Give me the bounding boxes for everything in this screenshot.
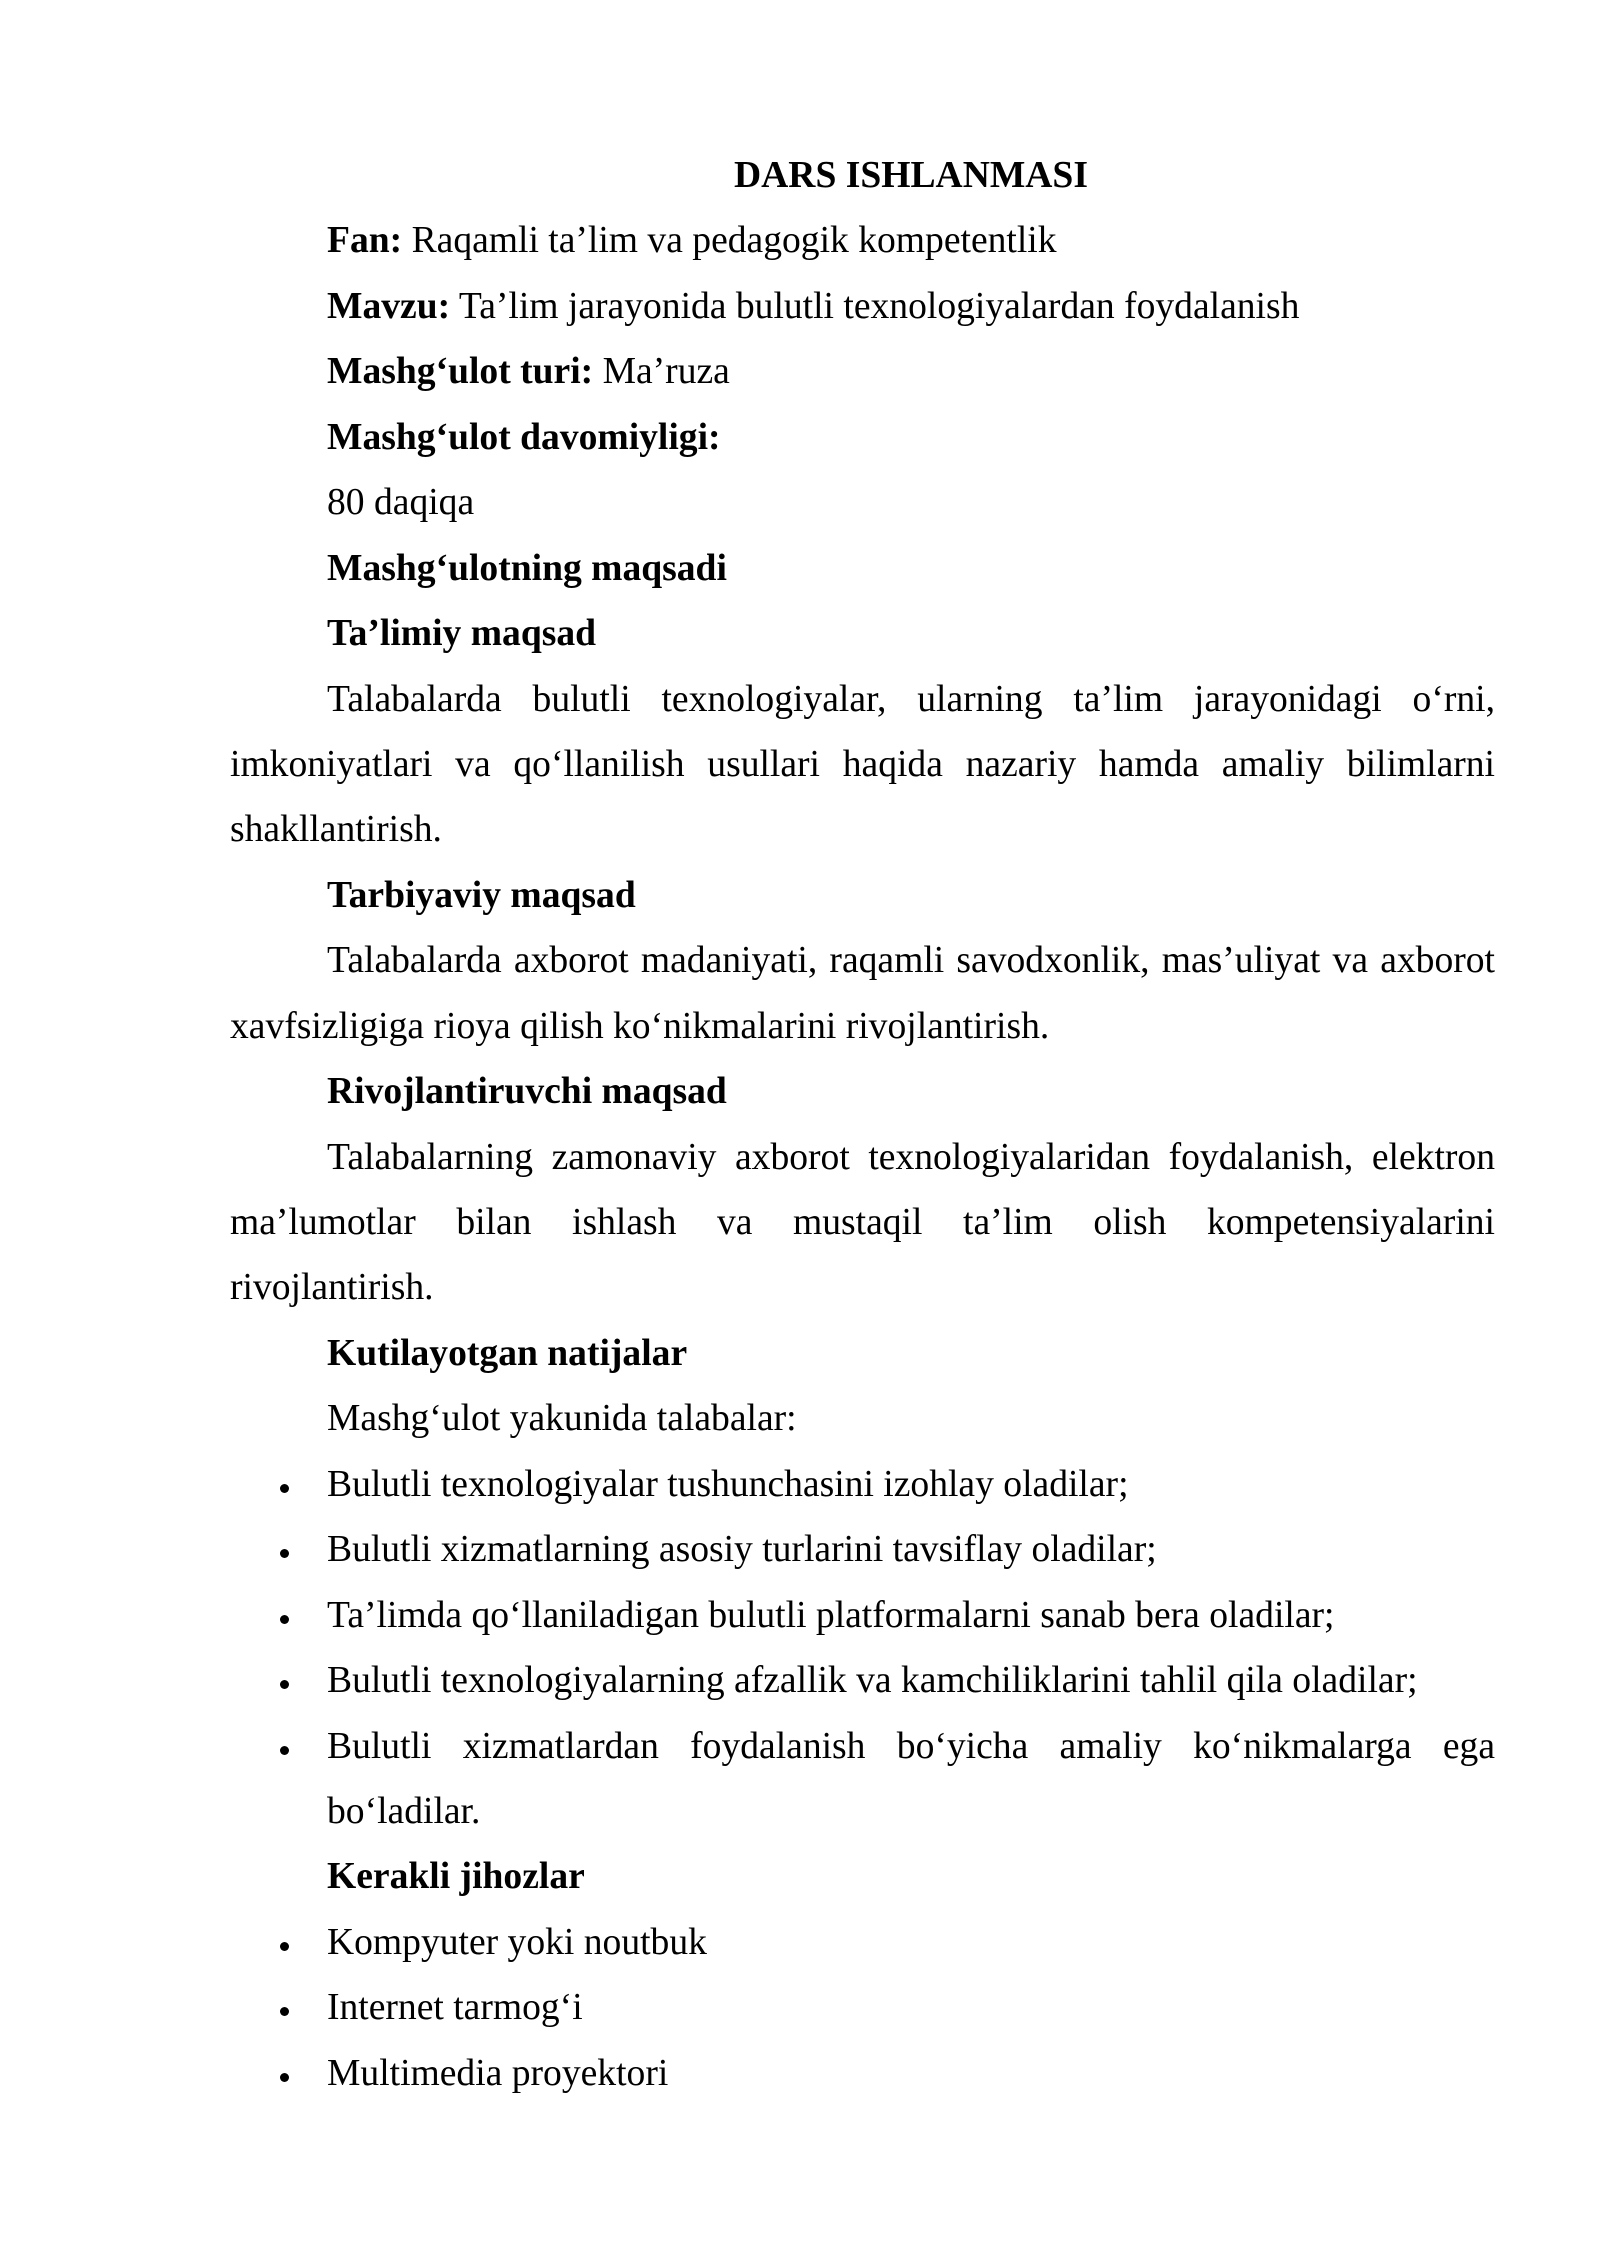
bullet-icon [280, 1746, 289, 1755]
paragraph-line: rivojlantirish. [230, 1267, 434, 1309]
bullet-icon [280, 1680, 289, 1689]
list-item-text: Bulutli xizmatlardan foydalanish bo‘yicha amaliy ko‘nikmalarga ega [327, 1725, 1495, 1767]
duration-value: 80 daqiqa [327, 482, 475, 524]
paragraph-line: xavfsizligiga rioya qilish ko‘nikmalarini rivojlantirish. [230, 1005, 1050, 1047]
list-item [230, 1583, 1495, 1648]
duration-label: Mashg‘ulot davomiyligi: [327, 416, 721, 458]
topic-value: Ta’lim jarayonida bulutli texnologiyalardan foydalanish [458, 285, 1300, 327]
list-item-text: Ta’limda qo‘llaniladigan bulutli platformalarni sanab bera oladilar; [327, 1594, 1335, 1636]
bullet-icon [280, 1484, 289, 1493]
paragraph-line: shakllantirish. [230, 809, 442, 851]
list-item [230, 1975, 1495, 2040]
list-item [230, 2041, 1495, 2106]
developmental-goal-text [230, 1125, 1495, 1321]
list-item [230, 1714, 1495, 1779]
session-type-line [230, 339, 1495, 404]
list-item [230, 1648, 1495, 1713]
upbringing-goal-text [230, 928, 1495, 1059]
list-item [230, 1517, 1495, 1582]
list-item [230, 1452, 1495, 1517]
paragraph-line: Talabalarda bulutli texnologiyalar, ularning ta’lim jarayonidagi o‘rni, [327, 678, 1495, 720]
paragraph-line: imkoniyatlari va qo‘llanilish usullari haqida nazariy hamda amaliy bilimlarni [230, 743, 1495, 785]
bullet-icon [280, 2007, 289, 2016]
paragraph-line: ma’lumotlar bilan ishlash va mustaqil ta’lim olish kompetensiyalarini [230, 1202, 1495, 1243]
goals-heading: Mashg‘ulotning maqsadi [327, 547, 727, 589]
document-title: DARS ISHLANMASI [734, 155, 1088, 196]
equipment-list [230, 1910, 1495, 2106]
list-item-text: Bulutli texnologiyalarning afzallik va kamchiliklarini tahlil qila oladilar; [327, 1660, 1418, 1702]
list-item-text: Bulutli xizmatlarning asosiy turlarini tavsiflay oladilar; [327, 1529, 1157, 1571]
developmental-goal-heading: Rivojlantiruvchi maqsad [327, 1071, 727, 1113]
subject-value: Raqamli ta’lim va pedagogik kompetentlik [411, 220, 1057, 262]
list-item-text: Bulutli texnologiyalar tushunchasini izohlay oladilar; [327, 1463, 1129, 1505]
session-type-label: Mashg‘ulot turi: [327, 351, 594, 393]
expected-results-intro: Mashg‘ulot yakunida talabalar: [327, 1398, 797, 1440]
subject-label: Fan: [327, 220, 403, 262]
list-item-text: Internet tarmog‘i [327, 1987, 583, 2029]
educational-goal-heading: Ta’limiy maqsad [327, 613, 597, 655]
upbringing-goal-heading: Tarbiyaviy maqsad [327, 874, 636, 916]
bullet-icon [280, 1942, 289, 1951]
list-item-continuation: bo‘ladilar. [327, 1790, 481, 1832]
list-item [230, 1910, 1495, 1975]
expected-results-heading: Kutilayotgan natijalar [327, 1332, 688, 1374]
expected-results-list [230, 1452, 1495, 1845]
equipment-heading: Kerakli jihozlar [327, 1856, 585, 1898]
bullet-icon [280, 1549, 289, 1558]
bullet-icon [280, 2073, 289, 2082]
list-item-text: Kompyuter yoki noutbuk [327, 1921, 707, 1963]
list-item-text: Multimedia proyektori [327, 2052, 669, 2094]
session-type-value: Ma’ruza [602, 351, 730, 393]
topic-line [230, 274, 1495, 339]
subject-line [230, 208, 1495, 273]
topic-label: Mavzu: [327, 285, 451, 327]
paragraph-line: Talabalarda axborot madaniyati, raqamli savodxonlik, mas’uliyat va axborot [327, 940, 1495, 982]
document-page [230, 143, 1495, 2106]
bullet-icon [280, 1615, 289, 1624]
educational-goal-text [230, 667, 1495, 863]
paragraph-line: Talabalarning zamonaviy axborot texnologiyalaridan foydalanish, elektron [327, 1136, 1495, 1178]
